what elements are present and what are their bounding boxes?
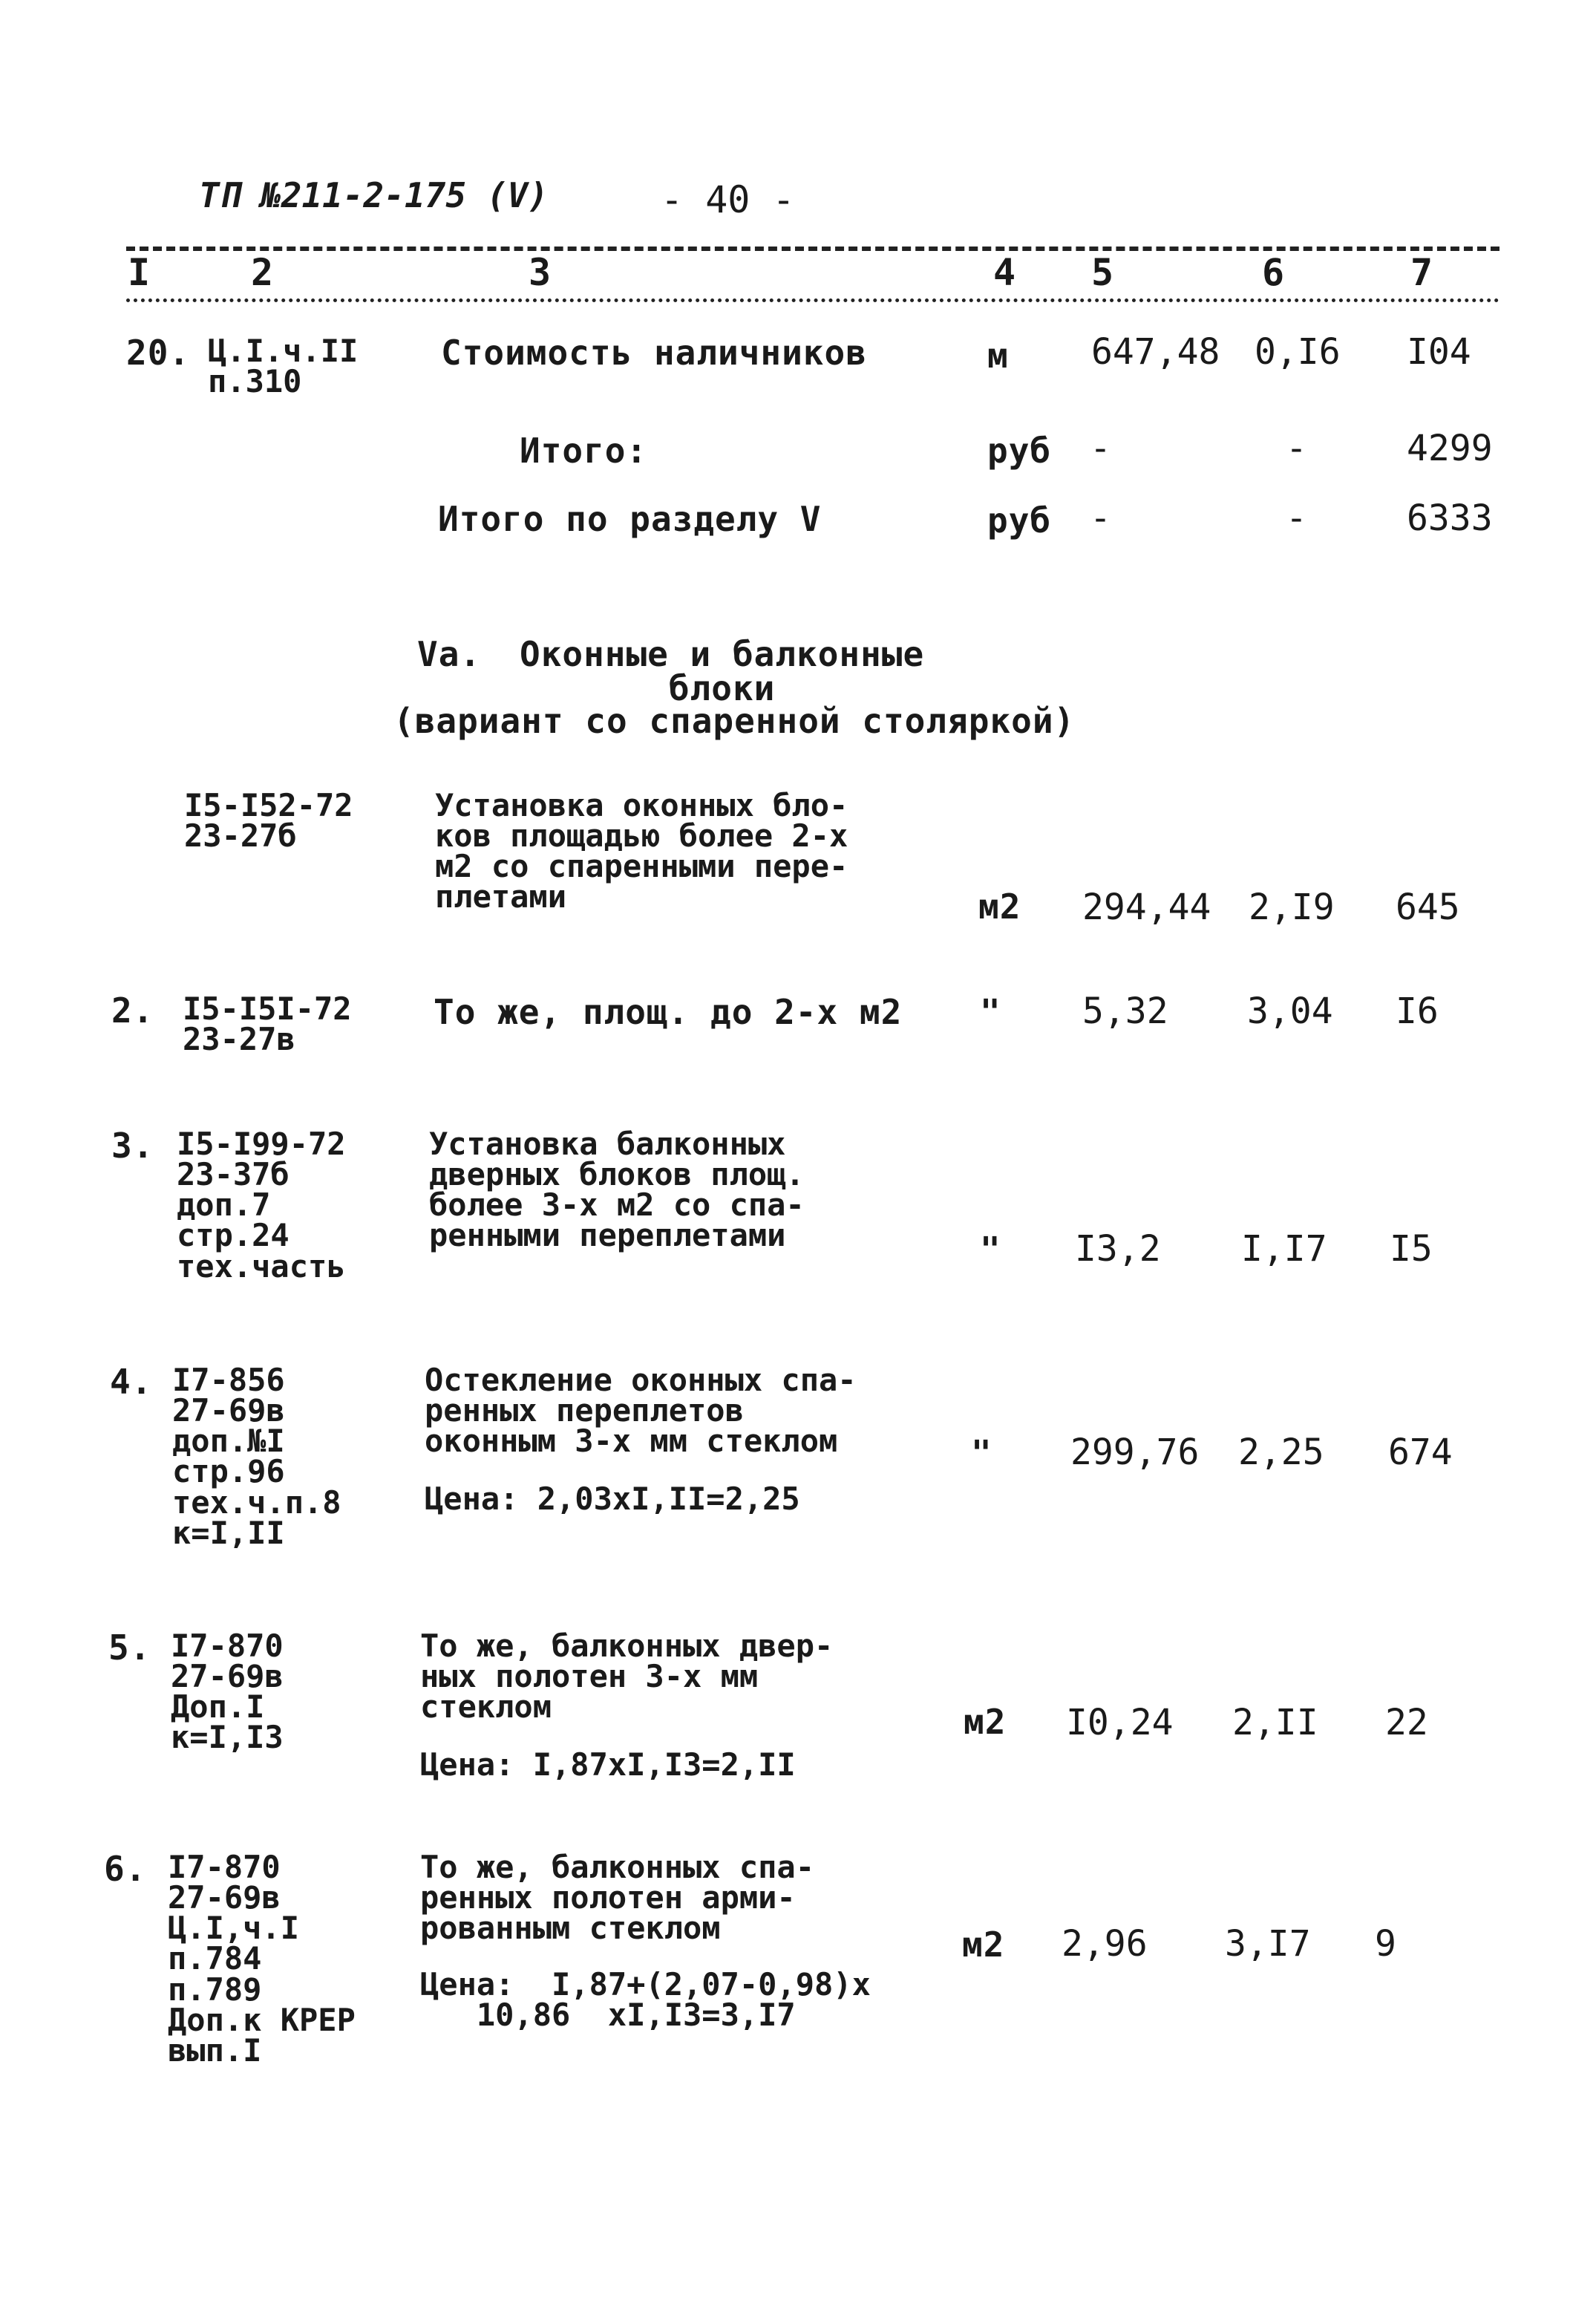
- row-description: То же, балконных двер- ных полотен 3-х мм стеклом: [420, 1628, 834, 1726]
- row-description: Остекление оконных спа- ренных переплетов оконным 3-х мм стеклом: [425, 1362, 857, 1460]
- row-description: Установка балконных дверных блоков площ. более 3-х м2 со спа- ренными переплетами: [429, 1126, 805, 1254]
- row-price: 0,I6: [1255, 331, 1341, 373]
- row-price: 2,25: [1238, 1432, 1324, 1473]
- row-description: Стоимость наличников: [441, 333, 867, 373]
- row-price: 2,II: [1232, 1702, 1318, 1743]
- column-number-7: 7: [1410, 251, 1433, 294]
- row-code: I5-I5I-72 23-27в: [183, 990, 352, 1058]
- row-price: I,I7: [1241, 1228, 1327, 1270]
- row-number: 3.: [111, 1126, 154, 1166]
- row-description: То же, площ. до 2-х м2: [434, 992, 903, 1032]
- subtotal-quantity: -: [1090, 428, 1111, 469]
- top-dashed-rule: [126, 247, 1499, 251]
- column-number-1: I: [128, 251, 151, 294]
- column-header-underline: [126, 298, 1499, 302]
- column-number-3: 3: [529, 251, 552, 294]
- row-total: I6: [1396, 990, 1439, 1032]
- row-number: 5.: [108, 1628, 151, 1668]
- row-unit: м: [987, 336, 1009, 376]
- row-description: Установка оконных бло- ков площадью более 2-х м2 со спаренными пере- плетами: [435, 787, 848, 915]
- row-unit: м2: [978, 887, 1021, 927]
- row-number: 20.: [126, 333, 191, 373]
- row-quantity: 5,32: [1082, 990, 1168, 1032]
- subtotal-unit: руб: [987, 431, 1052, 471]
- row-price-note: Цена: I,87+(2,07-0,98)х 10,86 хI,I3=3,I7: [420, 1966, 871, 2034]
- row-code: I7-870 27-69в Ц.I,ч.I п.784 п.789 Доп.к КРЕР вып.I: [168, 1849, 356, 2069]
- row-unit: ": [980, 1230, 1001, 1270]
- row-unit: м2: [964, 1702, 1007, 1742]
- section-total-price: -: [1286, 497, 1307, 539]
- row-price-note: Цена: I,87хI,I3=2,II: [420, 1746, 796, 1783]
- row-price-note: Цена: 2,03хI,II=2,25: [425, 1481, 800, 1517]
- row-price: 3,04: [1247, 990, 1333, 1032]
- subtotal-label: Итого:: [520, 431, 648, 471]
- row-description: То же, балконных спа- ренных полотен арми- рованным стеклом: [420, 1849, 815, 1947]
- row-quantity: 2,96: [1062, 1923, 1148, 1965]
- section-total-total: 6333: [1407, 497, 1493, 539]
- subtotal-total: 4299: [1407, 428, 1493, 469]
- row-total: I5: [1390, 1228, 1433, 1270]
- row-unit: ": [971, 1433, 992, 1473]
- row-quantity: I3,2: [1075, 1228, 1161, 1270]
- row-total: 9: [1375, 1923, 1396, 1965]
- row-code: I7-856 27-69в доп.№I стр.96 тех.ч.п.8 к=I,II: [172, 1362, 341, 1551]
- row-total: 674: [1388, 1432, 1453, 1473]
- row-price: 3,I7: [1225, 1923, 1311, 1965]
- row-number: 6.: [104, 1849, 147, 1889]
- section-title: Оконные и балконные блоки: [520, 634, 925, 708]
- column-number-4: 4: [993, 251, 1016, 294]
- row-total: I04: [1407, 331, 1471, 373]
- row-quantity: 294,44: [1082, 887, 1211, 928]
- row-quantity: 647,48: [1091, 331, 1220, 373]
- row-quantity: 299,76: [1070, 1432, 1200, 1473]
- section-total-unit: руб: [987, 500, 1052, 541]
- row-number: 4.: [110, 1362, 153, 1402]
- section-subtitle: (вариант со спаренной столяркой): [393, 701, 1076, 741]
- row-unit: ": [980, 992, 1001, 1032]
- row-total: 22: [1385, 1702, 1428, 1743]
- page-number: - 40 -: [661, 178, 795, 221]
- row-code: I5-I99-72 23-37б доп.7 стр.24 тех.часть: [177, 1126, 346, 1285]
- section-code: Vа.: [417, 634, 482, 674]
- section-total-quantity: -: [1090, 497, 1111, 539]
- column-number-6: 6: [1262, 251, 1285, 294]
- row-number: 2.: [111, 990, 154, 1031]
- row-code: I7-870 27-69в Доп.I к=I,I3: [171, 1628, 284, 1756]
- column-number-5: 5: [1091, 251, 1114, 294]
- row-total: 645: [1396, 887, 1460, 928]
- column-number-2: 2: [251, 251, 274, 294]
- row-code: Ц.I.ч.II п.310: [208, 333, 359, 400]
- row-price: 2,I9: [1249, 887, 1335, 928]
- row-quantity: I0,24: [1066, 1702, 1174, 1743]
- section-total-label: Итого по разделу V: [438, 499, 822, 539]
- document-code: ТП №211-2-175 (V): [199, 175, 549, 215]
- row-unit: м2: [962, 1925, 1005, 1965]
- row-code: I5-I52-72 23-27б: [184, 787, 353, 855]
- subtotal-price: -: [1286, 428, 1307, 469]
